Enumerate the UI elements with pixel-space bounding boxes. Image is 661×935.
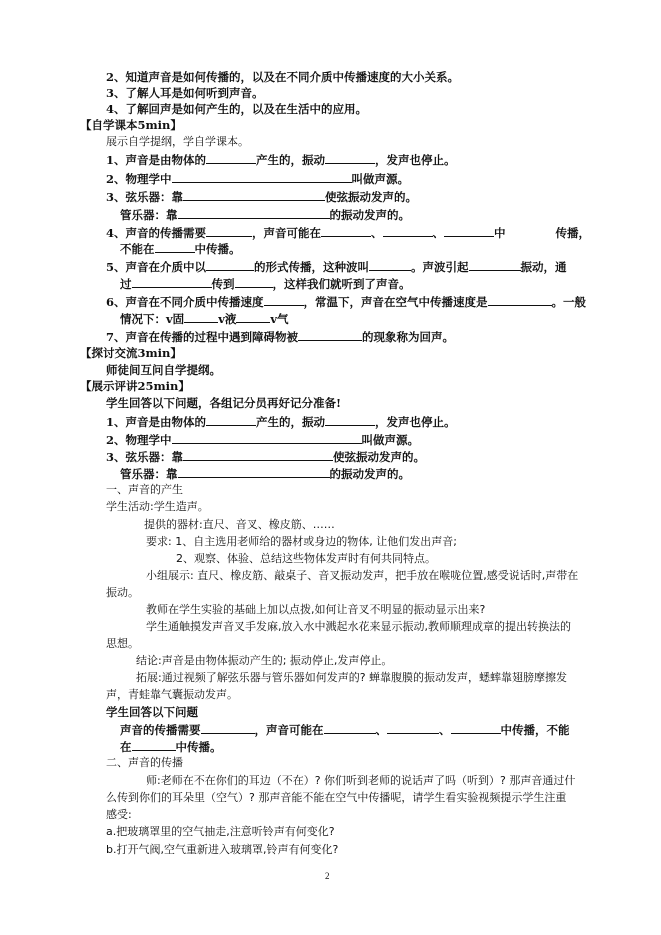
self-q2: 2、物理学中 叫做声源。 [106, 172, 410, 186]
self-q1: 1、声音是由物体的 产生的，振动 ，发声也停止。 [106, 153, 456, 167]
present-q3-pipe: 管乐器：靠 的振动发声的。 [120, 467, 410, 481]
self-q7: 7、声音在传播的过程中遇到障碍物被 的现象称为回声。 [106, 330, 454, 344]
student-note-line1: 学生通触摸发声音叉手发麻,放入水中溅起水花来显示振动,教师顺理成章的提出转换法的 [146, 620, 571, 633]
self-q3: 3、弦乐器：靠 使弦振动发声的。 [106, 190, 418, 204]
section-2-heading: 二、声音的传播 [106, 756, 183, 769]
answer-heading: 学生回答以下问题 [106, 705, 198, 719]
group-show-line1: 小组展示: 直尺、橡皮筋、敲桌子、音叉振动发声，把手放在喉咙位置,感受说话时,声带在 [146, 569, 579, 582]
self-q5-cont: 过 传到 ，这样我们就听到了声音。 [120, 277, 411, 291]
tools: 提供的器材:直尺、音叉、橡皮筋、…… [144, 518, 335, 531]
requirement-1: 要求: 1、自主选用老师给的器材或身边的物体, 让他们发出声音; [146, 535, 457, 548]
answer-q: 声音的传播需要 ，声音可能在 、 、 中传播，不能 [120, 723, 570, 737]
discuss-text: 师徒间互问自学提纲。 [106, 363, 221, 377]
self-q5: 5、声音在介质中以 的形式传播，这种波叫 。声波引起 振动，通 [106, 260, 567, 274]
extension-line1: 拓展:通过视频了解弦乐器与管乐器如何发声的? 蝉靠腹膜的振动发声，蟋蟀靠翅膀摩擦发 [136, 671, 568, 684]
self-q6: 6、声音在不同介质中传播速度 ，常温下，声音在空气中传播速度是 。一般 [106, 295, 587, 309]
present-q1: 1、声音是由物体的 产生的，振动 ，发声也停止。 [106, 415, 456, 429]
self-study-heading: 【自学课本5min】 [80, 118, 182, 132]
present-q3: 3、弦乐器：靠 使弦振动发声的。 [106, 450, 426, 464]
present-q2: 2、物理学中 叫做声源。 [106, 433, 420, 447]
teacher-talk-line3: 感受: [106, 808, 132, 821]
requirement-2: 2、观察、体验、总结这些物体发声时有何共同特点。 [176, 552, 436, 565]
self-q4: 4、声音的传播需要 ，声音可能在 、 、 中 传播， [106, 226, 591, 240]
section-1-heading: 一、声音的产生 [106, 483, 183, 496]
goal-3: 3、了解人耳是如何听到声音。 [106, 86, 264, 100]
present-heading: 【展示评讲25min】 [80, 379, 190, 393]
extension-line2: 声，青蛙靠气囊振动发声。 [106, 688, 238, 701]
group-show-line2: 振动。 [106, 586, 139, 599]
teacher-talk-line1: 师:老师在不在你们的耳边（不在）? 你们听到老师的说话声了吗（听到）? 那声音通过什 [146, 774, 576, 787]
goal-4: 4、了解回声是如何产生的，以及在生活中的应用。 [106, 102, 367, 116]
self-q4-cont: 不能在 中传播。 [120, 242, 241, 256]
present-intro: 学生回答以下问题，各组记分员再好记分准备! [106, 396, 342, 410]
question-a: a.把玻璃罩里的空气抽走,注意听铃声有何变化? [106, 825, 335, 838]
teacher-talk-line2: 么传到你们的耳朵里（空气）? 那声音能不能在空气中传播呢，请学生看实验视频提示学生注重 [106, 791, 567, 804]
self-q6-cont: 情况下：v固 v液 v气 [120, 312, 289, 326]
student-note-line2: 思想。 [106, 637, 139, 650]
answer-q-cont: 在 中传播。 [120, 740, 222, 754]
question-b: b.打开气阀,空气重新进入玻璃罩,铃声有何变化? [106, 843, 339, 856]
self-q3-pipe: 管乐器：靠 的振动发声的。 [120, 208, 410, 222]
conclusion: 结论:声音是由物体振动产生的; 振动停止,发声停止。 [136, 654, 393, 667]
goal-2: 2、知道声音是如何传播的，以及在不同介质中传播速度的大小关系。 [106, 70, 459, 84]
discuss-heading: 【探讨交流3min】 [80, 346, 182, 360]
self-study-intro: 展示自学提纲，学自学课本。 [106, 135, 249, 148]
teacher-note: 教师在学生实验的基础上加以点拨,如何让音叉不明显的振动显示出来? [146, 603, 486, 616]
activity: 学生活动:学生造声。 [106, 500, 209, 513]
page-number: 2 [325, 871, 330, 881]
